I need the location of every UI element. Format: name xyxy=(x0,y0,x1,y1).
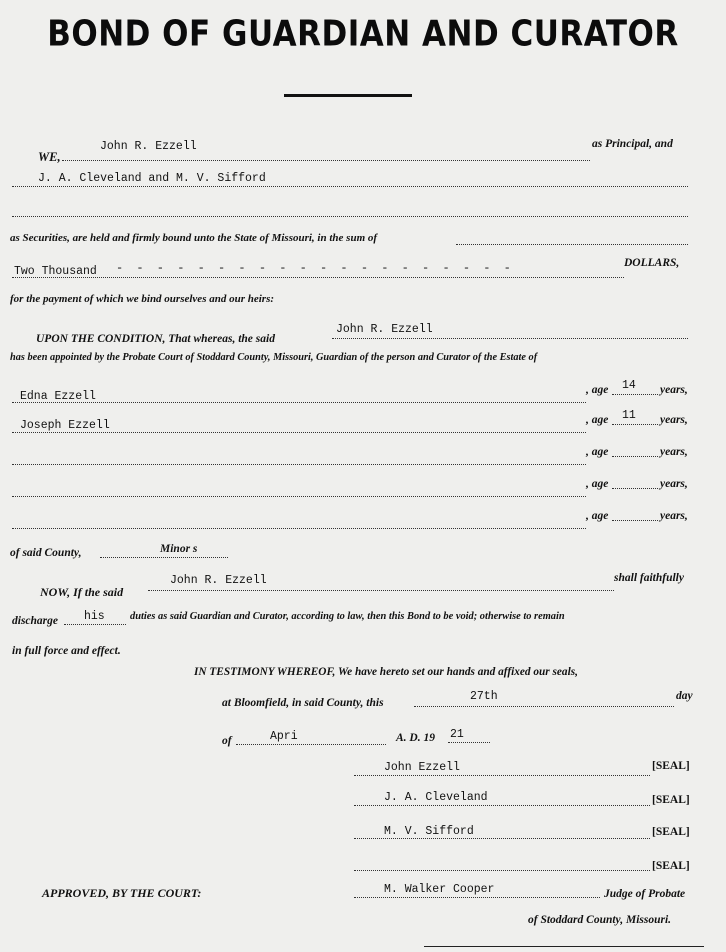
minor-age-line xyxy=(612,488,658,489)
day-label: day xyxy=(676,690,693,702)
judge-line xyxy=(354,897,600,898)
signature-name: M. V. Sifford xyxy=(384,825,474,838)
condition-label: UPON THE CONDITION, That whereas, the said xyxy=(36,333,275,345)
as-principal-label: as Principal, and xyxy=(592,138,673,150)
sum-line-a xyxy=(456,244,688,245)
duties-clause: duties as said Guardian and Curator, according to law, then this Bond to be void; otherwise to remain xyxy=(130,611,565,622)
minor-name: Edna Ezzell xyxy=(20,390,96,403)
guardian-line xyxy=(332,338,688,339)
comma-age-label: , age xyxy=(586,478,609,490)
ad-label: A. D. 19 xyxy=(396,732,435,744)
at-bloomfield: at Bloomfield, in said County, this xyxy=(222,697,384,709)
securities-names: J. A. Cleveland and M. V. Sifford xyxy=(38,172,266,185)
of-stoddard: of Stoddard County, Missouri. xyxy=(528,914,672,926)
day-value: 27th xyxy=(470,690,498,703)
of-said-county-label: of said County, xyxy=(10,547,82,559)
comma-age-label: , age xyxy=(586,384,609,396)
signature-line xyxy=(354,838,650,839)
guardian-name: John R. Ezzell xyxy=(336,323,433,336)
year-line xyxy=(448,742,490,743)
years-label: years, xyxy=(660,446,688,458)
approved-label: APPROVED, BY THE COURT: xyxy=(42,886,202,900)
minor-age: 11 xyxy=(622,409,636,422)
now-line xyxy=(148,590,614,591)
bottom-rule xyxy=(424,946,704,947)
principal-name: John R. Ezzell xyxy=(100,140,197,153)
seal-label: [SEAL] xyxy=(652,760,690,772)
minor-age-line xyxy=(612,394,658,395)
minor-age-line xyxy=(612,520,658,521)
securities-line-2 xyxy=(12,216,688,217)
shall-label: shall faithfully xyxy=(614,572,684,584)
document-title: BOND OF GUARDIAN AND CURATOR xyxy=(47,13,679,55)
we-label: WE, xyxy=(38,150,61,164)
seal-label: [SEAL] xyxy=(652,826,690,838)
minor-name-line xyxy=(12,464,586,465)
month-line xyxy=(236,744,386,745)
testimony-clause: IN TESTIMONY WHEREOF, We have hereto set our hands and affixed our seals, xyxy=(194,666,578,678)
years-label: years, xyxy=(660,478,688,490)
judge-name: M. Walker Cooper xyxy=(384,883,495,896)
seal-label: [SEAL] xyxy=(652,794,690,806)
minor-name-line xyxy=(12,528,586,529)
signature-name: J. A. Cleveland xyxy=(384,791,488,804)
of-label: of xyxy=(222,735,232,747)
comma-age-label: , age xyxy=(586,510,609,522)
appointed-clause: has been appointed by the Probate Court of Stoddard County, Missouri, Guardian of the person and Curator of the Estate of xyxy=(10,352,538,363)
securities-clause: as Securities, are held and firmly bound unto the State of Missouri, in the sum of xyxy=(10,232,378,244)
minor-name: Joseph Ezzell xyxy=(20,419,110,432)
years-label: years, xyxy=(660,414,688,426)
securities-line-1 xyxy=(12,186,688,187)
title-rule xyxy=(284,94,412,97)
principal-line xyxy=(62,160,590,161)
sum-amount: Two Thousand xyxy=(14,265,97,278)
years-label: years, xyxy=(660,510,688,522)
judge-of-probate: Judge of Probate xyxy=(604,888,686,900)
now-name: John R. Ezzell xyxy=(170,574,267,587)
signature-line xyxy=(354,775,650,776)
dollars-label: DOLLARS, xyxy=(624,257,680,269)
comma-age-label: , age xyxy=(586,446,609,458)
payment-clause: for the payment of which we bind ourselves and our heirs: xyxy=(10,293,275,305)
day-line xyxy=(414,706,674,707)
minors-word: Minor s xyxy=(160,543,198,555)
signature-name: John Ezzell xyxy=(384,761,460,774)
minor-name-line xyxy=(12,402,586,403)
seal-label: [SEAL] xyxy=(652,860,690,872)
minor-age: 14 xyxy=(622,379,636,392)
year-suffix: 21 xyxy=(450,728,464,741)
month-value: Apri xyxy=(270,730,298,743)
full-force: in full force and effect. xyxy=(12,645,121,657)
pronoun-line xyxy=(64,624,126,625)
minors-word-line xyxy=(100,557,228,558)
years-label: years, xyxy=(660,384,688,396)
sum-line-b xyxy=(12,277,624,278)
signature-line xyxy=(354,870,650,871)
comma-age-label: , age xyxy=(586,414,609,426)
discharge-label: discharge xyxy=(12,615,58,627)
now-label: NOW, If the said xyxy=(40,585,124,599)
minor-age-line xyxy=(612,424,658,425)
sum-dashes: - - - - - - - - - - - - - - - - - - - - xyxy=(116,261,514,275)
minor-age-line xyxy=(612,456,658,457)
pronoun: his xyxy=(84,610,105,623)
minor-name-line xyxy=(12,496,586,497)
minor-name-line xyxy=(12,432,586,433)
signature-line xyxy=(354,805,650,806)
